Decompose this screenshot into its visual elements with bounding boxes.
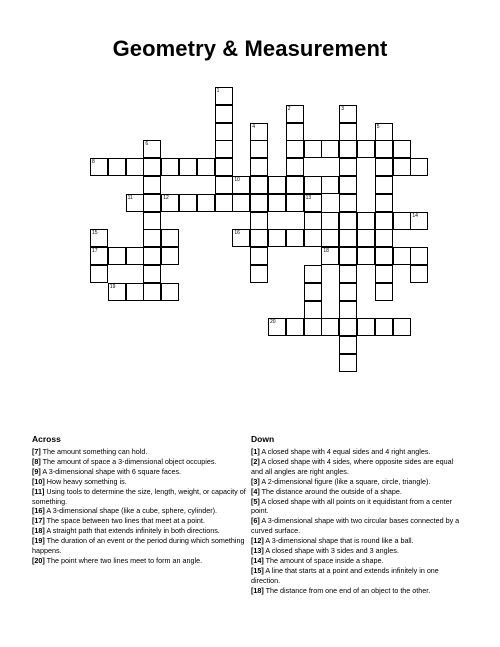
clue-item [251, 566, 467, 586]
clue-item-number: [17] [32, 516, 45, 526]
clue-item-number: [7] [32, 447, 41, 456]
clue-item-number: [2] [251, 456, 260, 466]
clue-item-text: How heavy something is. [44, 476, 127, 486]
grid-cell[interactable] [375, 212, 393, 230]
grid-cell[interactable] [286, 123, 304, 141]
clue-item-text: The amount something can hold. [40, 447, 148, 456]
clue-item-number: [10] [32, 476, 45, 486]
grid-cell[interactable] [143, 265, 161, 283]
grid-cell[interactable] [339, 158, 357, 176]
grid-cell[interactable] [357, 318, 375, 336]
grid-cell[interactable] [304, 283, 322, 301]
clue-number: 3 [341, 105, 344, 112]
clue-item [251, 536, 467, 546]
grid-cell[interactable] [410, 158, 428, 176]
grid-cell[interactable] [143, 247, 161, 265]
grid-cell[interactable] [393, 318, 411, 336]
grid-cell[interactable] [339, 318, 357, 336]
clue-item-number: [19] [32, 536, 45, 546]
clue-item-text: A closed shape with 4 sides, where opposite sides are equal and all angles are right angles. [251, 456, 454, 476]
grid-cell[interactable] [250, 194, 268, 212]
grid-cell[interactable] [304, 301, 322, 319]
grid-cell[interactable] [286, 158, 304, 176]
clue-item [32, 536, 246, 556]
grid-cell[interactable] [286, 176, 304, 194]
grid-cell[interactable] [357, 140, 375, 158]
clue-item [251, 447, 467, 457]
grid-cell[interactable] [215, 158, 233, 176]
grid-cell[interactable] [161, 247, 179, 265]
clue-item [251, 586, 467, 596]
grid-cell[interactable] [197, 194, 215, 212]
clue-number: 17 [92, 248, 98, 255]
across-clues [32, 434, 246, 566]
clue-item [251, 546, 467, 556]
clue-item-text: A closed shape with 4 equal sides and 4 right angles. [259, 447, 431, 456]
clue-item-text: The amount of space inside a shape. [263, 555, 384, 565]
grid-cell[interactable] [339, 212, 357, 230]
clue-item-number: [11] [32, 486, 45, 496]
clue-item-text: The space between two lines that meet at a point. [44, 516, 205, 526]
grid-cell[interactable] [90, 158, 108, 176]
grid-cell[interactable] [161, 158, 179, 176]
grid-cell[interactable] [215, 105, 233, 123]
grid-cell[interactable] [375, 194, 393, 212]
grid-cell[interactable] [286, 140, 304, 158]
clue-item-number: [13] [251, 546, 264, 556]
grid-cell[interactable] [375, 318, 393, 336]
grid-cell[interactable] [321, 140, 339, 158]
grid-cell[interactable] [268, 194, 286, 212]
down-heading: Down [251, 434, 275, 444]
grid-cell[interactable] [143, 212, 161, 230]
clue-item-number: [16] [32, 506, 45, 516]
clue-item-text: A 2-dimensional figure (like a square, circle, triangle). [259, 476, 431, 486]
grid-cell[interactable] [375, 123, 393, 141]
clue-item [251, 487, 467, 497]
grid-cell[interactable] [126, 194, 144, 212]
clue-item-text: A 3-dimensional shape (like a cube, sphere, cylinder). [44, 506, 217, 516]
grid-cell[interactable] [304, 212, 322, 230]
grid-cell[interactable] [143, 283, 161, 301]
clue-item-text: A 3-dimensional shape that is round like a ball. [263, 536, 414, 546]
grid-cell[interactable] [357, 212, 375, 230]
down-clue-list [251, 447, 467, 596]
grid-cell[interactable] [410, 247, 428, 265]
clue-item-text: A closed shape with 3 sides and 3 angles. [263, 546, 399, 556]
grid-cell[interactable] [108, 158, 126, 176]
grid-cell[interactable] [304, 140, 322, 158]
grid-cell[interactable] [339, 301, 357, 319]
grid-cell[interactable] [357, 229, 375, 247]
clue-item-number: [6] [251, 516, 260, 526]
clue-item-text: Using tools to determine the size, length, weight, or capacity of something. [32, 486, 246, 506]
clue-item [32, 556, 246, 566]
grid-cell[interactable] [375, 229, 393, 247]
grid-cell[interactable] [339, 336, 357, 354]
grid-cell[interactable] [250, 265, 268, 283]
grid-cell[interactable] [90, 229, 108, 247]
clue-item [32, 457, 246, 467]
grid-cell[interactable] [304, 318, 322, 336]
clue-number: 20 [270, 319, 276, 326]
grid-cell[interactable] [90, 265, 108, 283]
grid-cell[interactable] [304, 229, 322, 247]
grid-cell[interactable] [143, 140, 161, 158]
clue-number: 19 [109, 283, 116, 290]
clue-number: 4 [252, 123, 255, 130]
clue-item-number: [12] [251, 536, 264, 546]
page-title: Geometry & Measurement [112, 36, 388, 61]
clue-item-text: The point where two lines meet to form an angle. [44, 555, 203, 565]
clue-number: 12 [163, 194, 169, 201]
grid-cell[interactable] [232, 176, 250, 194]
clue-number: 16 [234, 230, 240, 237]
clue-item-text: A straight path that extends infinitely in both directions. [44, 526, 220, 536]
clue-number: 13 [305, 194, 312, 201]
grid-cell[interactable] [393, 247, 411, 265]
clue-number: 18 [323, 248, 329, 255]
across-heading: Across [32, 434, 61, 444]
clue-item [251, 457, 467, 477]
clue-item [32, 526, 246, 536]
grid-cell[interactable] [126, 283, 144, 301]
grid-cell[interactable] [268, 176, 286, 194]
grid-cell[interactable] [250, 229, 268, 247]
grid-cell[interactable] [90, 247, 108, 265]
grid-cell[interactable] [143, 229, 161, 247]
grid-cell[interactable] [250, 140, 268, 158]
grid-cell[interactable] [393, 212, 411, 230]
grid-cell[interactable] [393, 158, 411, 176]
grid-cell[interactable] [268, 318, 286, 336]
clue-item-text: The distance around the outside of a shape. [259, 486, 402, 496]
clue-item [32, 506, 246, 516]
grid-cell[interactable] [268, 229, 286, 247]
clue-number: 11 [127, 194, 133, 201]
grid-cell[interactable] [286, 105, 304, 123]
grid-cell[interactable] [215, 176, 233, 194]
clue-item-number: [4] [251, 486, 260, 496]
clue-number: 15 [92, 230, 98, 237]
grid-cell[interactable] [215, 140, 233, 158]
grid-cell[interactable] [375, 247, 393, 265]
grid-cell[interactable] [108, 247, 126, 265]
grid-cell[interactable] [250, 212, 268, 230]
grid-cell[interactable] [339, 283, 357, 301]
clue-item-number: [3] [251, 476, 260, 486]
clue-item-text: The duration of an event or the period during which something happens. [32, 536, 245, 556]
clue-item-number: [9] [32, 466, 41, 476]
clue-number: 6 [145, 141, 149, 148]
clue-item-number: [18] [251, 585, 264, 595]
clue-item-text: A line that starts at a point and extends infinitely in one direction. [251, 565, 439, 585]
clue-item-text: A 3-dimensional shape with two circular bases connected by a curved surface. [251, 516, 460, 536]
grid-cell[interactable] [143, 194, 161, 212]
grid-cell[interactable] [339, 140, 357, 158]
grid-cell[interactable] [250, 158, 268, 176]
grid-cell[interactable] [304, 265, 322, 283]
clue-item [32, 447, 246, 457]
grid-cell[interactable] [215, 87, 233, 105]
grid-cell[interactable] [286, 318, 304, 336]
clue-item [32, 477, 246, 487]
grid-cell[interactable] [143, 158, 161, 176]
grid-cell[interactable] [339, 247, 357, 265]
grid-cell[interactable] [304, 176, 322, 194]
grid-cell[interactable] [375, 265, 393, 283]
clue-number: 10 [234, 177, 240, 183]
grid-cell[interactable] [286, 229, 304, 247]
grid-cell[interactable] [250, 123, 268, 141]
clue-item [251, 477, 467, 487]
grid-cell[interactable] [108, 283, 126, 301]
grid-cell[interactable] [321, 247, 339, 265]
clue-item-number: [14] [251, 555, 264, 565]
clue-item-text: The amount of space a 3-dimensional object occupies. [40, 456, 217, 466]
clue-item-text: A closed shape with all points on it equidistant from a center point. [251, 496, 452, 516]
across-clue-list [32, 447, 246, 566]
grid-cell[interactable] [179, 194, 197, 212]
clue-item-number: [20] [32, 555, 45, 565]
grid-cell[interactable] [321, 212, 339, 230]
grid-cell[interactable] [339, 123, 357, 141]
grid-cell[interactable] [375, 283, 393, 301]
clue-item-number: [18] [32, 526, 45, 536]
grid-cell[interactable] [321, 318, 339, 336]
grid-cell[interactable] [339, 265, 357, 283]
grid-cell[interactable] [286, 194, 304, 212]
grid-cell[interactable] [321, 176, 339, 194]
grid-cell[interactable] [410, 265, 428, 283]
clue-item-text: A 3-dimensional shape with 6 square faces. [40, 466, 182, 476]
clue-item [251, 497, 467, 517]
clue-item-number: [8] [32, 456, 41, 466]
clue-number: 1 [216, 88, 220, 94]
grid-cell[interactable] [126, 158, 144, 176]
grid-cell[interactable] [304, 194, 322, 212]
clue-item-number: [5] [251, 496, 260, 506]
grid-cell[interactable] [321, 229, 339, 247]
grid-cell[interactable] [161, 229, 179, 247]
grid-cell[interactable] [393, 140, 411, 158]
grid-cell[interactable] [161, 194, 179, 212]
grid-cell[interactable] [357, 247, 375, 265]
grid-cell[interactable] [375, 158, 393, 176]
down-clues [251, 434, 467, 596]
grid-cell[interactable] [179, 158, 197, 176]
grid-cell[interactable] [250, 247, 268, 265]
grid-cell[interactable] [161, 283, 179, 301]
grid-cell[interactable] [143, 176, 161, 194]
grid-cell[interactable] [126, 247, 144, 265]
grid-cell[interactable] [339, 194, 357, 212]
grid-cell[interactable] [339, 105, 357, 123]
clue-item [32, 487, 246, 507]
grid-cell[interactable] [197, 158, 215, 176]
grid-cell[interactable] [250, 176, 268, 194]
clue-number: 14 [412, 212, 418, 219]
clue-item [32, 467, 246, 477]
clue-number: 5 [376, 123, 380, 130]
clue-item-number: [1] [251, 447, 260, 456]
grid-cell[interactable] [339, 176, 357, 194]
clue-number: 2 [287, 105, 291, 112]
grid-cell[interactable] [339, 229, 357, 247]
clue-item [251, 516, 467, 536]
grid-cell[interactable] [232, 229, 250, 247]
grid-cell[interactable] [375, 140, 393, 158]
clue-item-text: The distance from one end of an object to the other. [263, 585, 431, 595]
clue-number: 8 [92, 159, 95, 166]
grid-cell[interactable] [215, 194, 233, 212]
grid-cell[interactable] [339, 354, 357, 372]
clue-item-number: [15] [251, 565, 264, 575]
grid-cell[interactable] [232, 194, 250, 212]
clue-item [32, 516, 246, 526]
grid-cell[interactable] [410, 212, 428, 230]
clue-item [251, 556, 467, 566]
grid-cell[interactable] [215, 123, 233, 141]
grid-cell[interactable] [375, 176, 393, 194]
